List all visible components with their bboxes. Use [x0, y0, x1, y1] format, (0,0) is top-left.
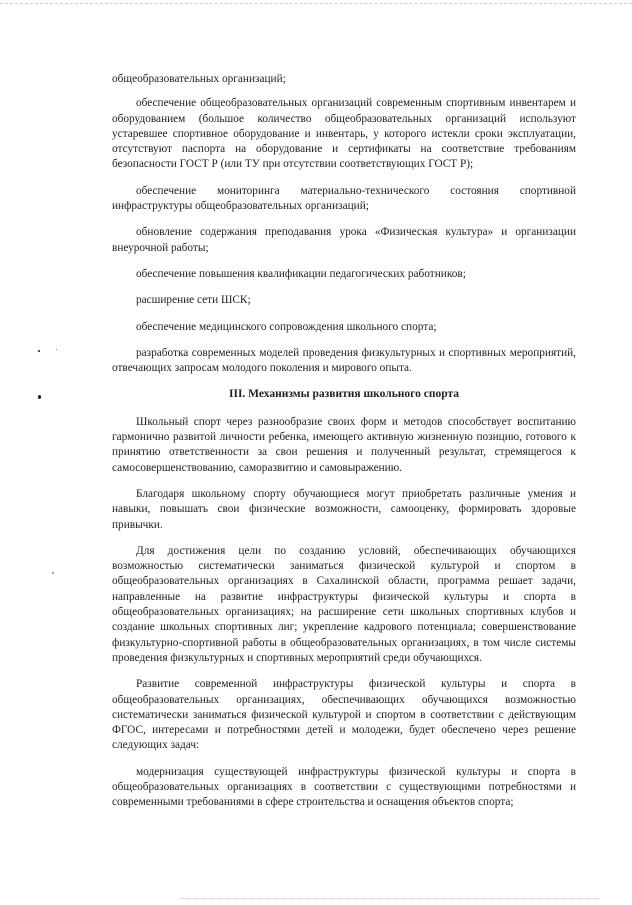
paragraph: Развитие современной инфраструктуры физической культуры и спорта в общеобразовательных организациях, обеспечивающих обучающихся возможностью систематически заниматься физической культурой и спортом в соответствии с действующим ФГОС, интересами и потребностями детей и молодежи, будет обеспечено через решение следующих задач: [112, 678, 576, 752]
paragraph: расширение сети ШСК; [136, 294, 251, 307]
paragraph: Для достижения цели по созданию условий, обеспечивающих обучающихся возможностью систематически заниматься физической культурой и спортом в общеобразовательных организациях в Сахалинской области, программа решает задачи, направленные на развитие инфраструктуры физической культуры и спорта в общеобразовательных организациях; на расширение сети школьных спортивных клубов и создание школьных спортивных лиг; укрепление кадрового потенциала; совершенствование физкультурно-спортивной работы в общеобразовательных организациях, в том числе системы проведения физкультурных и спортивных мероприятий среди обучающихся. [112, 544, 576, 664]
paragraph: Школьный спорт через разнообразие своих форм и методов способствует воспитанию гармонично развитой личности ребенка, имеющего активную жизненную позицию, готового к принятию ответственности за свои решения и полученный результат, стремящегося к самосовершенствованию, саморазвитию и самовыражению. [112, 415, 576, 474]
paragraph: разработка современных моделей проведения физкультурных и спортивных мероприятий, отвечающих запросам молодого поколения и мирового опыта. [112, 346, 576, 375]
scan-edge-bottom [180, 898, 600, 899]
paragraph: обеспечение медицинского сопровождения школьного спорта; [136, 320, 437, 333]
paragraph: обеспечение повышения квалификации педагогических работников; [136, 267, 466, 280]
section-heading: III. Механизмы развития школьного спорта [229, 388, 459, 401]
scan-speck [52, 572, 54, 574]
paragraph: обеспечение общеобразовательных организаций современным спортивным инвентарем и оборудованием (большое количество общеобразовательных организаций используют устаревшее спортивное оборудование и инвентарь, у которого истекли сроки эксплуатации, отсутствуют паспорта на оборудование и сертификаты на соответствие требованиям безопасности ГОСТ Р (или ТУ при отсутствии соответствующих ГОСТ Р); [112, 97, 576, 171]
document-body [112, 72, 576, 822]
paragraph: обеспечение мониторинга материально-технического состояния спортивной инфраструктуры общеобразовательных организаций; [112, 184, 576, 213]
scan-speck [56, 349, 57, 350]
paragraph: Благодаря школьному спорту обучающиеся могут приобретать различные умения и навыки, повышать свои физические возможности, самооценку, формировать здоровые привычки. [112, 487, 576, 531]
scan-speck [38, 395, 41, 399]
scan-edge-top [0, 3, 632, 4]
paragraph: обновление содержания преподавания урока «Физическая культура» и организации внеурочной работы; [112, 226, 576, 254]
paragraph: модернизация существующей инфраструктуры физической культуры и спорта в общеобразовательных организациях в соответствии с существующими потребностями и современными требованиями в сфере строительства и оснащения объектов спорта; [112, 765, 576, 809]
paragraph: общеобразовательных организаций; [112, 73, 286, 85]
scan-speck [38, 350, 40, 352]
